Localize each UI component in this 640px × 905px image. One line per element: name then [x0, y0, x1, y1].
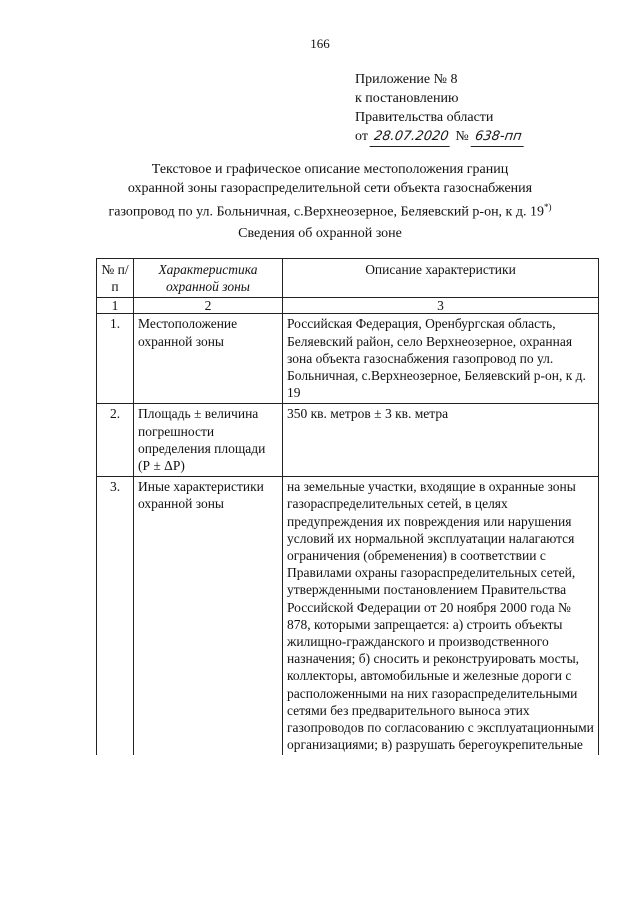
row-characteristic: Иные характеристики охранной зоны [134, 477, 283, 756]
table-row [97, 477, 599, 756]
column-number: 3 [283, 298, 599, 314]
page-number: 166 [310, 36, 330, 51]
column-number: 1 [97, 298, 134, 314]
appendix-line: Правительства области [355, 110, 494, 125]
row-description: Российская Федерация, Оренбургская область, Беляевский район, село Верхнеозерное, охранная зона объекта газоснабжения газопровод по ул. Больничная, с.Верхнеозерное, Беляевский р-он, к д. 19 [283, 314, 599, 404]
handwritten-number: 638-пп [471, 127, 526, 147]
row-characteristic: Площадь ± величина погрешности определения площади (Р ± ΔР) [134, 404, 283, 477]
row-num: 1. [97, 314, 134, 404]
appendix-date-line [355, 127, 525, 147]
header-num: № п/п [97, 259, 134, 298]
row-num: 2. [97, 404, 134, 477]
title-line [60, 198, 600, 222]
handwritten-date: 28.07.2020 [370, 127, 453, 147]
protection-zone-table [96, 258, 599, 755]
document-title [60, 160, 600, 222]
row-description: на земельные участки, входящие в охранные зоны газораспределительных сетей, в целях предупреждения их повреждения или нарушения условий их нормальной эксплуатации налагаются ограничения (обременения) в соответствии с Правилами охраны газораспределительных сетей, утвержденными постановлением Правительства Российской Федерации от 20 ноября 2000 года № 878, которыми запрещается: а) строить объекты жилищно-гражданского и производственного назначения; б) сносить и реконструировать мосты, коллекторы, автомобильные и железные дороги с расположенными на них газораспределительными сетями без предварительного выноса этих газопроводов по согласованию с эксплуатационными организациями; в) разрушать берегоукрепительные [283, 477, 599, 756]
title-line: Текстовое и графическое описание местоположения границ [151, 162, 509, 177]
header-description: Описание характеристики [283, 259, 599, 298]
date-prefix: от [355, 129, 368, 144]
number-sign: № [455, 129, 469, 144]
section-subtitle: Сведения об охранной зоне [238, 226, 402, 241]
table-row [97, 314, 599, 404]
row-description: 350 кв. метров ± 3 кв. метра [283, 404, 599, 477]
appendix-line: к постановлению [355, 91, 459, 106]
column-number-row [97, 298, 599, 314]
table-row [97, 404, 599, 477]
column-number: 2 [134, 298, 283, 314]
table-header-row [97, 259, 599, 298]
footnote-mark: *) [543, 202, 552, 212]
title-line: охранной зоны газораспределительной сети объекта газоснабжения [127, 181, 533, 196]
appendix-line: Приложение № 8 [355, 72, 458, 87]
header-characteristic: Характеристика охранной зоны [134, 259, 283, 298]
row-characteristic: Местоположение охранной зоны [134, 314, 283, 404]
title-line-text: газопровод по ул. Больничная, с.Верхнеозерное, Беляевский р-он, к д. 19 [108, 204, 544, 220]
appendix-block [355, 70, 525, 147]
row-num: 3. [97, 477, 134, 756]
